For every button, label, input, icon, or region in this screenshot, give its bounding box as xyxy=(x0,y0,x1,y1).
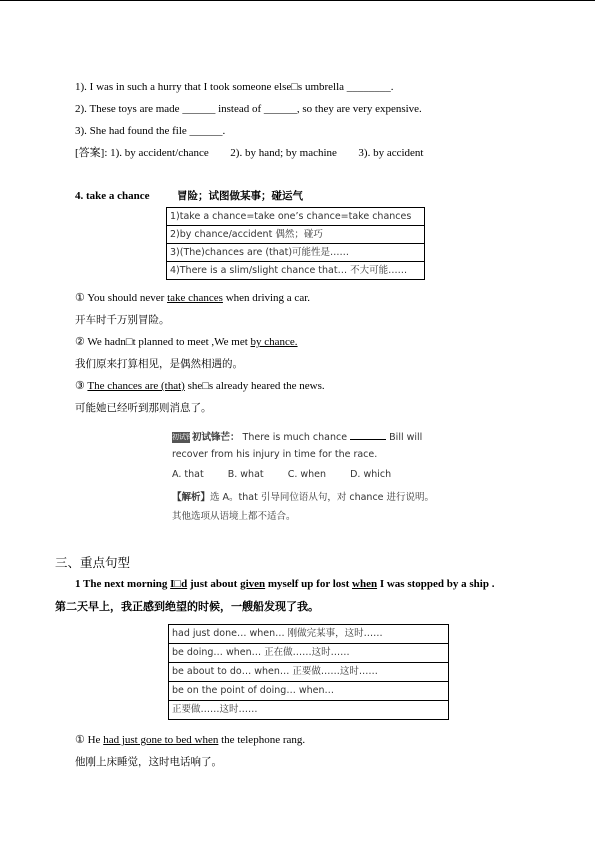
question-1: 1). I was in such a hurry that I took someone else□s umbrella ________. xyxy=(75,81,394,93)
sentence-text: I was stopped by a ship . xyxy=(377,578,495,590)
answer-3: 3). by accident xyxy=(358,147,424,159)
sentence-underlined: when xyxy=(352,578,378,590)
point4-title-cn: 冒险；试图做某事；碰运气 xyxy=(177,190,304,202)
trial-exercise-block xyxy=(172,425,462,525)
section3-example-1 xyxy=(75,733,305,747)
question-2: 2). These toys are made ______ instead of ______, so they are very expensive. xyxy=(75,103,422,115)
point4-example-3-cn: 可能她已经听到那则消息了。 xyxy=(75,402,212,414)
analysis-label: 【解析】 xyxy=(172,492,211,503)
answer-2: 2). by hand; by machine xyxy=(230,147,337,159)
example-underlined: by chance. xyxy=(250,336,298,348)
trial-analysis-2: 其他选项从语境上都不适合。 xyxy=(172,511,296,522)
chance-phrase-row: 3)(The)chances are (that)可能性是…… xyxy=(167,244,424,262)
example-underlined: take chances xyxy=(167,292,223,304)
example-underlined: The chances are (that) xyxy=(87,380,185,392)
point4-example-1 xyxy=(75,291,310,305)
trial-analysis-1 xyxy=(172,489,434,503)
chance-phrases-box xyxy=(166,207,425,280)
example-text: the telephone rang. xyxy=(218,734,306,746)
example-underlined: had just gone to bed when xyxy=(103,734,219,746)
structure-row: had just done… when… 刚做完某事，这时…… xyxy=(169,625,448,644)
structure-row: be about to do… when… 正要做……这时…… xyxy=(169,663,448,682)
trial-option-b: B. what xyxy=(227,469,264,480)
trial-line-2: recover from his injury in time for the race. xyxy=(172,449,378,460)
trial-sentence-a: There is much chance xyxy=(242,432,348,443)
sentence-text: myself up for lost xyxy=(265,578,353,590)
point4-example-2 xyxy=(75,335,298,349)
trial-options xyxy=(172,469,391,480)
chance-phrase-row: 1)take a chance=take one’s chance=take chances xyxy=(167,208,424,226)
answer-prefix: [答案]: 1). by accident/chance xyxy=(75,147,209,159)
sentence-text: just about xyxy=(187,578,241,590)
chance-phrase-row: 4)There is a slim/slight chance that… 不大可能…… xyxy=(170,265,408,276)
section3-example-1-cn: 他刚上床睡觉，这时电话响了。 xyxy=(75,756,222,768)
sentence-underlined: given xyxy=(240,578,266,590)
example-number: ③ xyxy=(75,380,88,392)
chance-phrase-row: 2)by chance/accident 偶然；碰巧 xyxy=(167,226,424,244)
answer-line xyxy=(75,146,423,160)
top-border xyxy=(0,0,595,1)
example-text: ② We hadn□t planned to meet ,We met xyxy=(75,336,251,348)
question-3: 3). She had found the file ______. xyxy=(75,125,226,137)
example-text: she□s already heared the news. xyxy=(184,380,325,392)
structure-row: be on the point of doing… when… xyxy=(169,682,448,701)
example-text: ① He xyxy=(75,734,104,746)
trial-option-c: C. when xyxy=(287,469,327,480)
structure-row: be doing… when… 正在做……这时…… xyxy=(169,644,448,663)
sentence-text: 1 The next morning xyxy=(75,578,171,590)
analysis-text: 选 A。that 引导同位语从句，对 chance 进行说明。 xyxy=(210,492,435,503)
point4-title: 4. take a chance xyxy=(75,190,150,202)
trial-line-1 xyxy=(172,429,422,443)
point4-example-2-cn: 我们原来打算相见，是偶然相遇的。 xyxy=(75,358,243,370)
section-title: 三、重点句型 xyxy=(55,555,131,570)
example-text: when driving a car. xyxy=(222,292,311,304)
key-sentence-cn: 第二天早上，我正感到绝望的时候，一艘船发现了我。 xyxy=(55,600,319,613)
point4-example-3 xyxy=(75,379,325,393)
trial-option-d: D. which xyxy=(350,469,392,480)
trial-option-a: A. that xyxy=(172,469,204,480)
trial-sentence-b: Bill will xyxy=(389,432,423,443)
when-structures-box xyxy=(168,624,449,720)
sentence-underlined: I□d xyxy=(170,578,188,590)
example-text: ① You should never xyxy=(75,292,168,304)
trial-title: 初试锋芒： xyxy=(192,432,240,443)
key-sentence xyxy=(75,578,494,590)
structure-row: 正要做……这时…… xyxy=(172,704,258,715)
trial-badge-icon: 初试锋芒 xyxy=(172,433,200,441)
point4-heading xyxy=(75,189,303,203)
point4-example-1-cn: 开车时千万别冒险。 xyxy=(75,314,170,326)
